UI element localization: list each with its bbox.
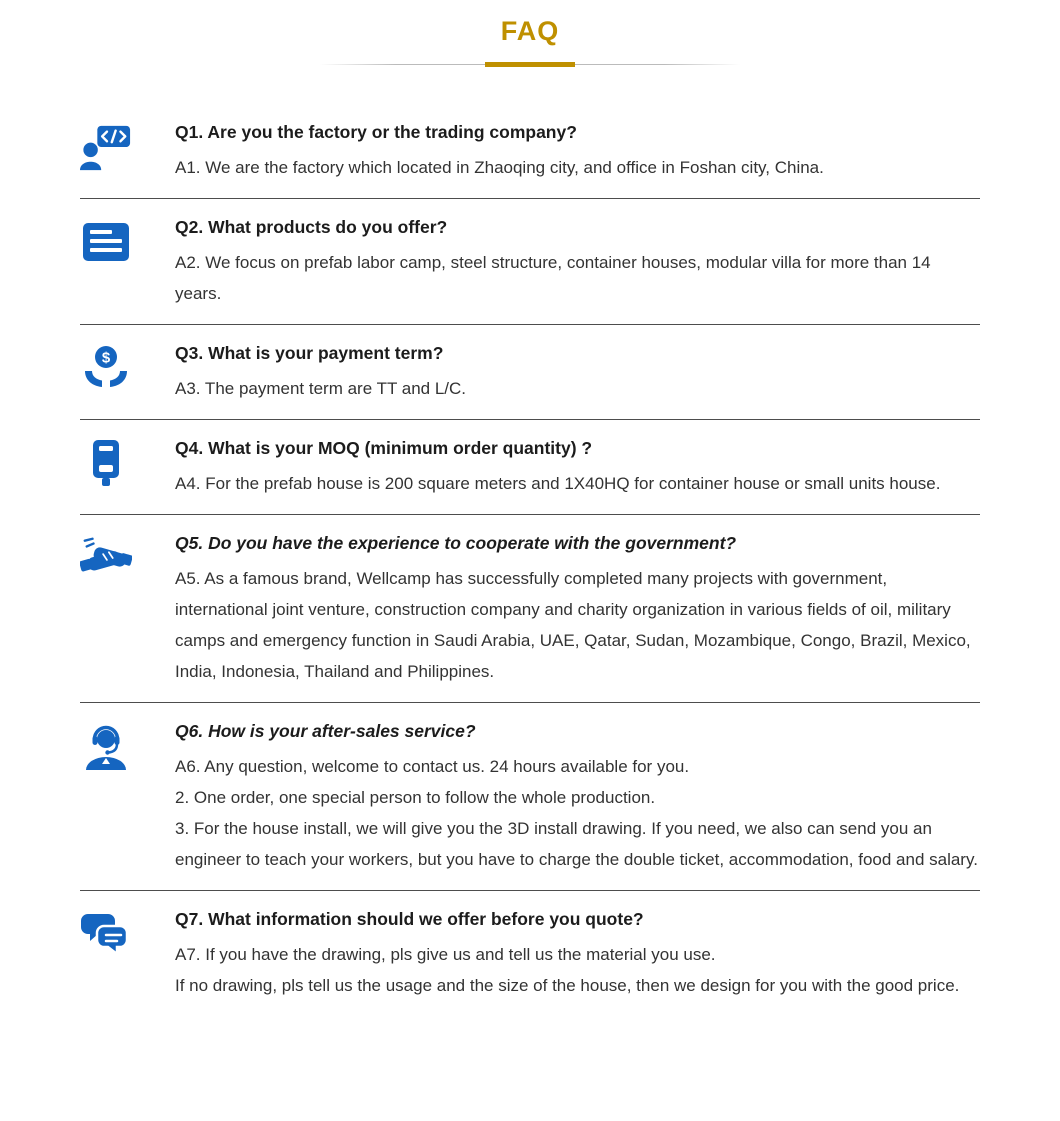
icon-cell bbox=[80, 907, 175, 1001]
handshake-icon bbox=[80, 534, 132, 582]
faq-question: Q6. How is your after-sales service? bbox=[175, 721, 476, 741]
qa-block bbox=[175, 341, 980, 404]
qa-block bbox=[175, 120, 980, 183]
icon-cell bbox=[80, 215, 175, 309]
faq-answer bbox=[175, 373, 980, 404]
document-list-icon bbox=[80, 218, 132, 266]
page-title: FAQ bbox=[500, 16, 560, 46]
icon-cell bbox=[80, 719, 175, 875]
faq-answer bbox=[175, 152, 980, 183]
icon-cell bbox=[80, 531, 175, 687]
faq-item-q7 bbox=[80, 891, 980, 1016]
faq-item-q6 bbox=[80, 703, 980, 891]
faq-question: Q2. What products do you offer? bbox=[175, 217, 448, 237]
qa-block bbox=[175, 531, 980, 687]
faq-item-q4 bbox=[80, 420, 980, 515]
developer-person-icon bbox=[80, 123, 132, 171]
qa-block bbox=[175, 215, 980, 309]
title-divider bbox=[320, 62, 740, 68]
qa-block bbox=[175, 436, 980, 499]
faq-list bbox=[80, 104, 980, 1016]
chat-bubbles-icon bbox=[80, 910, 132, 958]
faq-item-q2 bbox=[80, 199, 980, 325]
answer-line: A3. The payment term are TT and L/C. bbox=[175, 379, 467, 398]
icon-cell bbox=[80, 436, 175, 499]
divider-accent-bar bbox=[485, 62, 575, 67]
answer-line: A6. Any question, welcome to contact us. 24 hours available for you. bbox=[175, 757, 690, 776]
faq-question: Q7. What information should we offer before you quote? bbox=[175, 909, 644, 929]
customer-service-icon bbox=[80, 722, 132, 770]
answer-line: If no drawing, pls tell us the usage and the size of the house, then we design for you with the good price. bbox=[175, 976, 960, 995]
card-slot-icon bbox=[80, 439, 132, 487]
answer-line: A4. For the prefab house is 200 square meters and 1X40HQ for container house or small units house. bbox=[175, 474, 941, 493]
answer-line: A1. We are the factory which located in Zhaoqing city, and office in Foshan city, China. bbox=[175, 158, 824, 177]
faq-answer bbox=[175, 939, 980, 1001]
qa-block bbox=[175, 907, 980, 1001]
faq-item-q3 bbox=[80, 325, 980, 420]
faq-question: Q5. Do you have the experience to cooperate with the government? bbox=[175, 533, 737, 553]
faq-answer bbox=[175, 468, 980, 499]
answer-line: A2. We focus on prefab labor camp, steel structure, container houses, modular villa for more than 14 years. bbox=[175, 253, 931, 303]
answer-line: A5. As a famous brand, Wellcamp has successfully completed many projects with government, international joint venture, construction company and charity organization in various fields of oil, military camps and emergency function in Saudi Arabia, UAE, Qatar, Sudan, Mozambique, Congo, Brazil, Mexico, India, Indonesia, Thailand and Philippines. bbox=[175, 569, 971, 681]
faq-header bbox=[0, 0, 1060, 68]
faq-question: Q3. What is your payment term? bbox=[175, 343, 444, 363]
faq-answer bbox=[175, 751, 980, 875]
faq-answer bbox=[175, 563, 980, 687]
icon-cell bbox=[80, 341, 175, 404]
faq-question: Q4. What is your MOQ (minimum order quantity) ? bbox=[175, 438, 593, 458]
icon-cell bbox=[80, 120, 175, 183]
faq-question: Q1. Are you the factory or the trading company? bbox=[175, 122, 577, 142]
faq-item-q5 bbox=[80, 515, 980, 703]
answer-line: 2. One order, one special person to follow the whole production. bbox=[175, 788, 656, 807]
answer-line: 3. For the house install, we will give you the 3D install drawing. If you need, we also can send you an engineer to teach your workers, but you have to charge the double ticket, accommodation, food and salary. bbox=[175, 819, 978, 869]
svg-text:$: $ bbox=[101, 349, 111, 367]
qa-block bbox=[175, 719, 980, 875]
faq-item-q1 bbox=[80, 104, 980, 199]
answer-line: A7. If you have the drawing, pls give us and tell us the material you use. bbox=[175, 945, 716, 964]
faq-answer bbox=[175, 247, 980, 309]
hand-dollar-icon bbox=[80, 344, 132, 392]
